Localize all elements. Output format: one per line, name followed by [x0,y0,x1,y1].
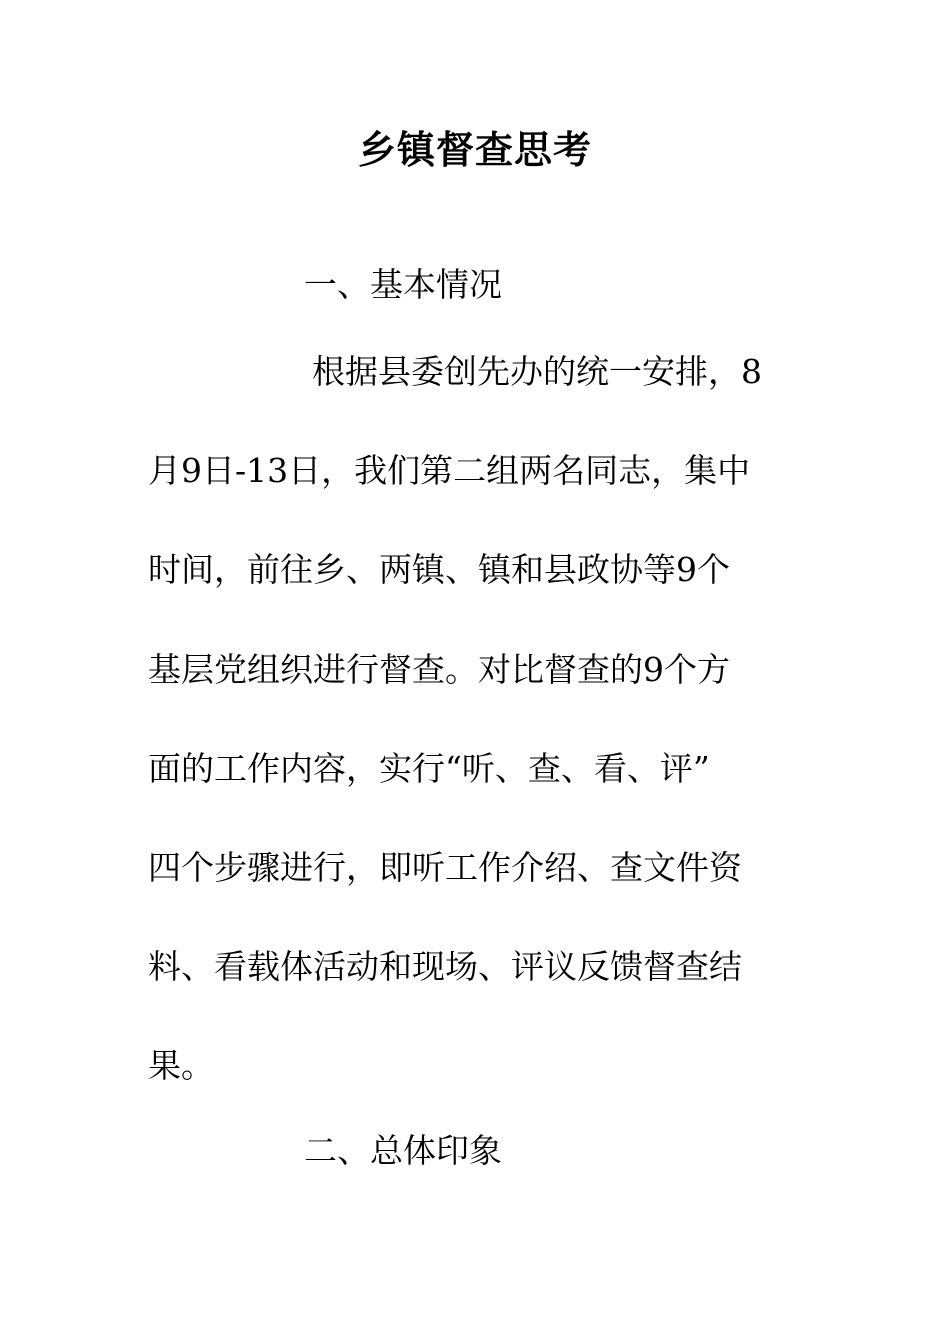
paragraph-line: 四个步骤进行，即听工作介绍、查文件资 [148,848,742,887]
paragraph-line: 料、看载体活动和现场、评议反馈督查结 [148,947,742,986]
paragraph-line: 时间，前往乡、两镇、镇和县政协等9个 [148,550,730,589]
section-heading-basic-situation: 一、基本情况 [304,265,502,304]
section-heading-overall-impression: 二、总体印象 [304,1131,502,1170]
paragraph-line: 根据县委创先办的统一安排，8 [312,352,762,391]
paragraph-line: 果。 [148,1046,214,1085]
document-title: 乡镇督查思考 [357,127,592,172]
paragraph-line: 面的工作内容，实行“听、查、看、评” [148,749,710,788]
paragraph-line: 月9日-13日，我们第二组两名同志，集中 [148,451,751,490]
paragraph-line: 基层党组织进行督查。对比督查的9个方 [148,650,730,689]
